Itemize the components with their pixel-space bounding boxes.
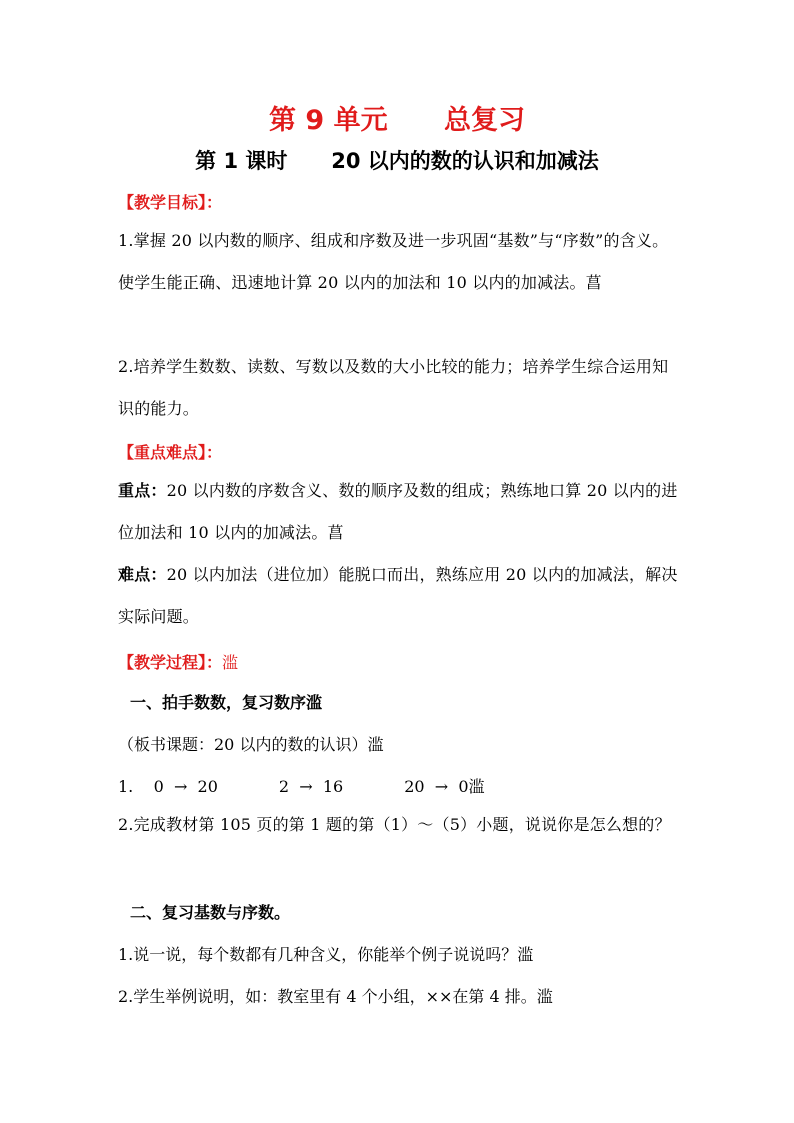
key-label: 重点： [118, 481, 167, 500]
key-text: 20 以内数的序数含义、数的顺序及数的组成；熟练地口算 20 以内的进位加法和 10 以内的加减法。菖 [118, 481, 678, 542]
hard-label: 难点： [118, 565, 167, 584]
goal-item-2: 2.培养学生数数、读数、写数以及数的大小比较的能力；培养学生综合运用知识的能力。 [118, 357, 669, 418]
part2-item-2: 2.学生举例说明，如：教室里有 4 个小组，××在第 4 排。滥 [118, 987, 553, 1006]
keypoints-heading: 【重点难点】： [118, 443, 223, 462]
key-point [118, 470, 683, 554]
part1-item-2: 2.完成教材第 105 页的第 1 题的第（1）～（5）小题，说说你是怎么想的？ [118, 815, 671, 834]
process-heading-tail: 滥 [222, 653, 239, 672]
unit-title: 第 9 单元 总复习 [269, 105, 525, 136]
process-heading-label: 【教学过程】： [118, 653, 223, 672]
goal-item-1: 1.掌握 20 以内数的顺序、组成和序数及进一步巩固“基数”与“序数”的含义。使学生能正确、迅速地计算 20 以内的加法和 10 以内的加减法。菖 [118, 231, 669, 292]
part1-item-1: 1. 0 → 20 2 → 16 20 → 0滥 [118, 777, 485, 796]
goals-heading: 【教学目标】： [118, 193, 223, 212]
lesson-title: 第 1 课时 20 以内的数的认识和加减法 [195, 149, 599, 173]
hard-point [118, 554, 683, 638]
part2-title: 二、复习基数与序数。 [130, 903, 291, 922]
part1-title: 一、拍手数数，复习数序滥 [130, 693, 323, 712]
part1-note: （板书课题：20 以内的数的认识）滥 [118, 735, 384, 754]
hard-text: 20 以内加法（进位加）能脱口而出，熟练应用 20 以内的加减法，解决实际问题。 [118, 565, 678, 626]
process-heading [118, 650, 238, 673]
part2-item-1: 1.说一说，每个数都有几种含义，你能举个例子说说吗？滥 [118, 945, 534, 964]
